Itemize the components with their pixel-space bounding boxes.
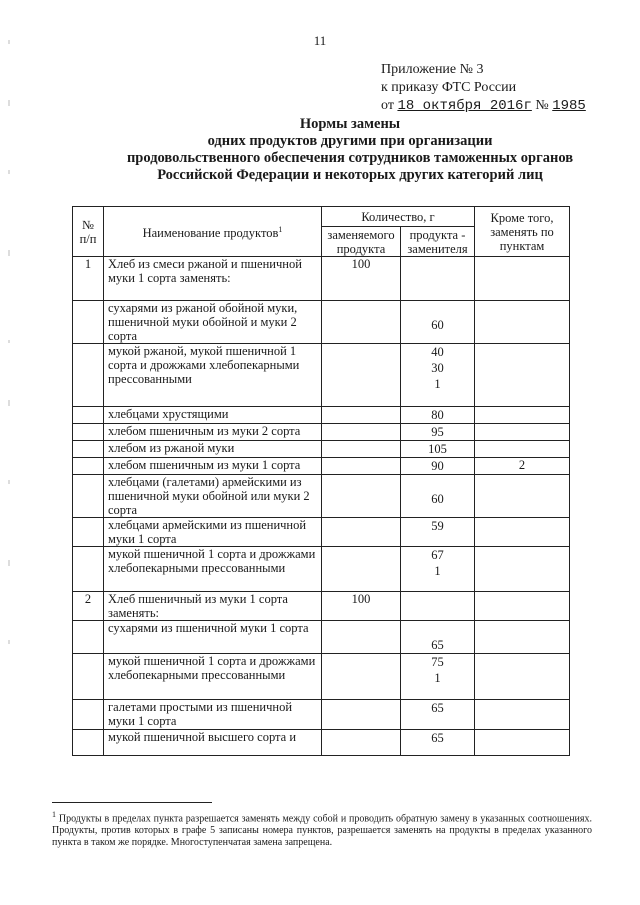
substitute-value: 65 bbox=[431, 638, 444, 652]
replaced-quantity: 100 bbox=[322, 592, 401, 621]
appendix-line-1: Приложение № 3 bbox=[381, 62, 484, 77]
appendix-from-label: от bbox=[381, 98, 394, 113]
extra-points bbox=[475, 475, 570, 518]
extra-points: 2 bbox=[475, 458, 570, 475]
table-row bbox=[73, 257, 570, 301]
norms-table bbox=[72, 206, 570, 756]
row-number bbox=[73, 458, 104, 475]
title-line-2: одних продуктов другими при организации bbox=[207, 133, 493, 149]
substitute-value: 59 bbox=[431, 519, 444, 533]
row-number bbox=[73, 654, 104, 700]
appendix-line-3 bbox=[381, 98, 586, 114]
extra-points bbox=[475, 730, 570, 756]
substitute-quantity bbox=[401, 547, 475, 592]
footnote-divider bbox=[52, 802, 212, 803]
substitute-quantity bbox=[401, 301, 475, 344]
extra-points bbox=[475, 547, 570, 592]
footnote-text: Продукты в пределах пункта разрешается заменять между собой и проводить обратную замену в указанных соотношениях. Продукты, против которых в графе 5 записаны номера пунктов, разрешается заменять на продукты в пределах указанного пункта в таком же порядке. Многоступенчатая замена запрещена. bbox=[52, 813, 593, 849]
substitute-value: 65 bbox=[431, 701, 444, 715]
appendix-number-label: № bbox=[535, 98, 549, 113]
product-name: хлебом пшеничным из муки 1 сорта bbox=[104, 458, 322, 475]
footnote bbox=[52, 809, 592, 849]
extra-points bbox=[475, 424, 570, 441]
substitute-value: 1 bbox=[434, 671, 441, 685]
substitute-value bbox=[405, 621, 470, 637]
extra-points bbox=[475, 441, 570, 458]
row-number bbox=[73, 407, 104, 424]
substitute-value: 40 bbox=[431, 345, 444, 359]
substitute-quantity bbox=[401, 458, 475, 475]
replaced-quantity bbox=[322, 301, 401, 344]
extra-points bbox=[475, 257, 570, 301]
product-name: хлебцами армейскими из пшеничной муки 1 сорта bbox=[104, 518, 322, 547]
substitute-value: 95 bbox=[431, 425, 444, 439]
substitute-value: 1 bbox=[434, 377, 441, 391]
product-name: хлебцами хрустящими bbox=[104, 407, 322, 424]
table-row bbox=[73, 424, 570, 441]
product-name: сухарями из пшеничной муки 1 сорта bbox=[104, 621, 322, 654]
substitute-value: 105 bbox=[428, 442, 447, 456]
title-line-1: Нормы замены bbox=[299, 116, 401, 132]
substitute-quantity bbox=[401, 344, 475, 407]
row-number bbox=[73, 518, 104, 547]
product-name: хлебом пшеничным из муки 2 сорта bbox=[104, 424, 322, 441]
row-number: 2 bbox=[73, 592, 104, 621]
substitute-value: 1 bbox=[434, 564, 441, 578]
header-substitute: продукта - заменителя bbox=[401, 227, 475, 257]
table-row bbox=[73, 407, 570, 424]
footnote-mark: 1 bbox=[52, 810, 56, 819]
appendix-line-2: к приказу ФТС России bbox=[381, 80, 517, 95]
row-number bbox=[73, 475, 104, 518]
extra-points bbox=[475, 700, 570, 730]
substitute-quantity bbox=[401, 518, 475, 547]
replaced-quantity bbox=[322, 407, 401, 424]
header-product-name-text: Наименование продуктов bbox=[142, 226, 279, 241]
product-name: галетами простыми из пшеничной муки 1 сорта bbox=[104, 700, 322, 730]
substitute-quantity bbox=[401, 621, 475, 654]
substitute-quantity bbox=[401, 257, 475, 301]
row-number bbox=[73, 301, 104, 344]
header-replaced: заменяемого продукта bbox=[322, 227, 401, 257]
product-name: Хлеб из смеси ржаной и пшеничной муки 1 сорта заменять: bbox=[104, 257, 322, 301]
substitute-quantity bbox=[401, 700, 475, 730]
replaced-quantity bbox=[322, 458, 401, 475]
row-number bbox=[73, 730, 104, 756]
table-row bbox=[73, 730, 570, 756]
row-number bbox=[73, 441, 104, 458]
table-row bbox=[73, 547, 570, 592]
substitute-value: 60 bbox=[431, 318, 444, 332]
table-row bbox=[73, 441, 570, 458]
product-name: мукой ржаной, мукой пшеничной 1 сорта и дрожжами хлебопекарными прессованными bbox=[104, 344, 322, 407]
product-name: мукой пшеничной высшего сорта и bbox=[104, 730, 322, 756]
page-number: 11 bbox=[313, 33, 327, 48]
substitute-value: 65 bbox=[431, 731, 444, 745]
row-number bbox=[73, 621, 104, 654]
header-number: № п/п bbox=[73, 207, 104, 257]
table-row bbox=[73, 458, 570, 475]
substitute-quantity bbox=[401, 730, 475, 756]
replaced-quantity bbox=[322, 441, 401, 458]
row-number: 1 bbox=[73, 257, 104, 301]
replaced-quantity bbox=[322, 424, 401, 441]
row-number bbox=[73, 424, 104, 441]
table-row bbox=[73, 475, 570, 518]
table-row bbox=[73, 518, 570, 547]
substitute-quantity bbox=[401, 475, 475, 518]
product-name: сухарями из ржаной обойной муки, пшеничной муки обойной и муки 2 сорта bbox=[104, 301, 322, 344]
extra-points bbox=[475, 407, 570, 424]
row-number bbox=[73, 547, 104, 592]
product-name: хлебцами (галетами) армейскими из пшеничной муки обойной или муки 2 сорта bbox=[104, 475, 322, 518]
substitute-value: 60 bbox=[431, 492, 444, 506]
extra-points bbox=[475, 621, 570, 654]
title-line-4: Российской Федерации и некоторых других категорий лиц bbox=[157, 167, 543, 183]
substitute-value bbox=[405, 475, 470, 491]
substitute-value: 75 bbox=[431, 655, 444, 669]
substitute-quantity bbox=[401, 424, 475, 441]
product-name: хлебом из ржаной муки bbox=[104, 441, 322, 458]
extra-points bbox=[475, 592, 570, 621]
title-line-3: продовольственного обеспечения сотрудников таможенных органов bbox=[126, 150, 574, 166]
table-row bbox=[73, 301, 570, 344]
replaced-quantity bbox=[322, 730, 401, 756]
replaced-quantity bbox=[322, 654, 401, 700]
replaced-quantity bbox=[322, 344, 401, 407]
replaced-quantity bbox=[322, 700, 401, 730]
header-quantity: Количество, г bbox=[322, 207, 475, 227]
table-row bbox=[73, 654, 570, 700]
table-row bbox=[73, 621, 570, 654]
replaced-quantity bbox=[322, 547, 401, 592]
table-row bbox=[73, 700, 570, 730]
substitute-value bbox=[405, 301, 470, 317]
extra-points bbox=[475, 518, 570, 547]
extra-points bbox=[475, 301, 570, 344]
substitute-quantity bbox=[401, 592, 475, 621]
substitute-value: 90 bbox=[431, 459, 444, 473]
extra-points bbox=[475, 654, 570, 700]
substitute-quantity bbox=[401, 407, 475, 424]
appendix-number: 1985 bbox=[552, 98, 586, 114]
extra-points bbox=[475, 344, 570, 407]
replaced-quantity bbox=[322, 518, 401, 547]
table-row bbox=[73, 592, 570, 621]
scan-margin-marks bbox=[6, 40, 12, 900]
header-product-name bbox=[104, 207, 322, 257]
replaced-quantity: 100 bbox=[322, 257, 401, 301]
product-name: Хлеб пшеничный из муки 1 сорта заменять: bbox=[104, 592, 322, 621]
replaced-quantity bbox=[322, 475, 401, 518]
substitute-quantity bbox=[401, 441, 475, 458]
product-name: мукой пшеничной 1 сорта и дрожжами хлебопекарными прессованными bbox=[104, 547, 322, 592]
table-row bbox=[73, 344, 570, 407]
replaced-quantity bbox=[322, 621, 401, 654]
substitute-value: 67 bbox=[431, 548, 444, 562]
row-number bbox=[73, 344, 104, 407]
row-number bbox=[73, 700, 104, 730]
product-name: мукой пшеничной 1 сорта и дрожжами хлебопекарными прессованными bbox=[104, 654, 322, 700]
substitute-value: 30 bbox=[431, 361, 444, 375]
table-body bbox=[73, 257, 570, 756]
substitute-value: 80 bbox=[431, 408, 444, 422]
header-extra: Кроме того, заменять по пунктам bbox=[475, 207, 570, 257]
substitute-quantity bbox=[401, 654, 475, 700]
header-footnote-mark: 1 bbox=[278, 224, 283, 234]
appendix-date: 18 октября 2016г bbox=[397, 98, 532, 114]
